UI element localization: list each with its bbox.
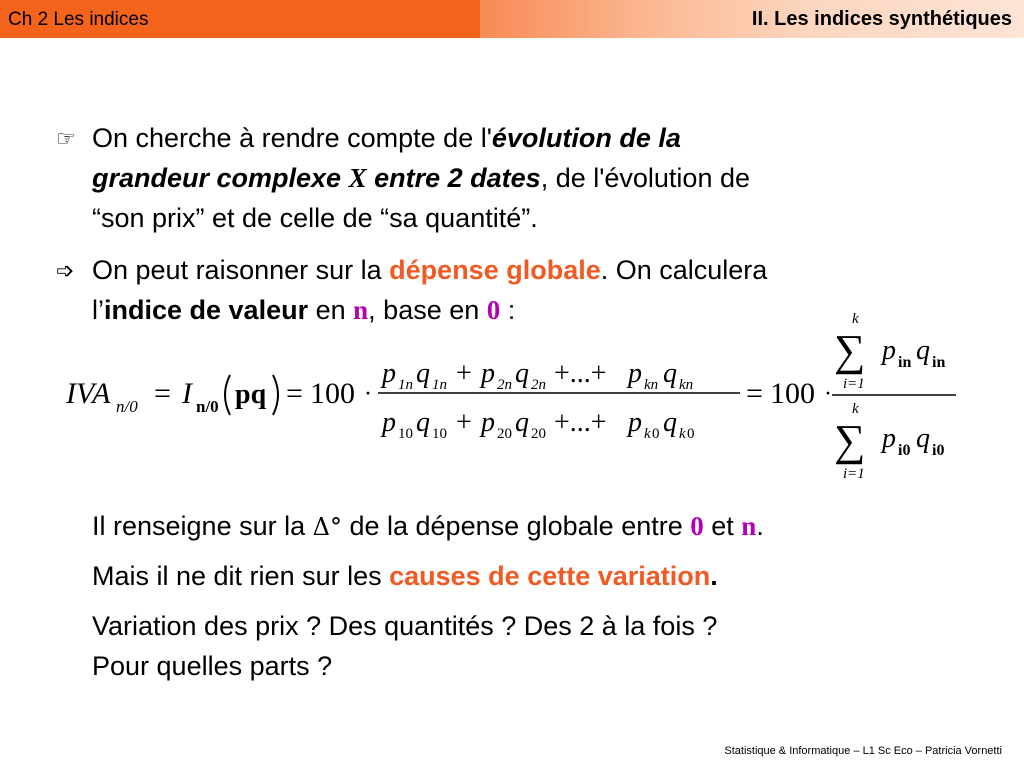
svg-text:+: + — [456, 407, 472, 438]
sum-num-upper: k — [852, 311, 859, 327]
svg-text:k: k — [644, 426, 651, 442]
formula-hundred-2: 100 — [770, 377, 815, 410]
formula-pq: pq — [235, 379, 267, 410]
sum-num-q: q — [916, 335, 930, 366]
formula-I-sub: n/0 — [196, 397, 219, 416]
section-title: II. Les indices synthétiques — [751, 8, 1012, 30]
formula-eq-2: = — [286, 377, 303, 410]
svg-text:p: p — [481, 358, 495, 389]
bullet-1-line-2: grandeur complexe X entre 2 dates, de l'évolution de — [92, 163, 750, 193]
svg-text:k: k — [679, 426, 686, 442]
svg-text:10: 10 — [398, 426, 413, 442]
svg-text:q: q — [416, 358, 430, 389]
sum-num-lower: i=1 — [843, 376, 865, 392]
bullet-1-line-1: On cherche à rendre compte de l'évolution de la — [92, 123, 681, 153]
sum-den-q: q — [916, 423, 930, 454]
bullet-1-line-3: “son prix” et de celle de “sa quantité”. — [92, 203, 538, 233]
slide-footer: Statistique & Informatique – L1 Sc Eco – Patricia Vornetti — [724, 745, 1002, 757]
svg-text:+: + — [456, 358, 472, 389]
fraction-expanded-numerator — [380, 358, 693, 393]
sum-num-p-sub: in — [898, 354, 912, 371]
fraction-expanded — [378, 358, 740, 442]
svg-text:0: 0 — [652, 426, 660, 442]
svg-text:1n: 1n — [432, 377, 447, 393]
formula-lhs-sub: n/0 — [116, 397, 138, 416]
svg-text:+...+: +...+ — [554, 358, 607, 389]
formula-dot-2: · — [824, 381, 832, 407]
formula-eq-1: = — [154, 377, 171, 410]
svg-text:1n: 1n — [398, 377, 413, 393]
svg-text:kn: kn — [679, 377, 694, 393]
svg-text:p: p — [481, 407, 495, 438]
svg-text:q: q — [663, 358, 677, 389]
svg-text:+...+: +...+ — [554, 407, 607, 438]
formula-hundred-1: 100 — [310, 377, 355, 410]
svg-text:p: p — [628, 358, 642, 389]
sum-den-lower: i=1 — [843, 466, 865, 482]
formula-eq-3: = — [746, 377, 763, 410]
pointing-hand-icon: ☞ — [56, 126, 76, 151]
svg-text:p: p — [382, 358, 396, 389]
formula-I: I — [182, 377, 192, 410]
svg-text:p: p — [382, 407, 396, 438]
header-bar — [0, 0, 1024, 38]
fraction-sum — [832, 311, 956, 482]
sum-den-p: p — [882, 423, 896, 454]
line-causes: Mais il ne dit rien sur les causes de cette variation. — [92, 561, 718, 591]
sum-den-q-sub: i0 — [932, 442, 945, 459]
formula-dot-1: · — [364, 381, 372, 407]
svg-text:20: 20 — [497, 426, 512, 442]
arrow-right-icon: ➩ — [56, 258, 75, 283]
bullet-2-line-1: On peut raisonner sur la dépense globale. On calculera — [92, 255, 768, 285]
sum-num-p: p — [882, 335, 896, 366]
svg-text:0: 0 — [687, 426, 695, 442]
bullet-2-line-2: l’indice de valeur en n, base en 0 : — [92, 295, 516, 325]
svg-text:q: q — [515, 407, 529, 438]
bullet-1-text — [92, 118, 750, 238]
value-index-formula — [60, 305, 970, 495]
chapter-title: Ch 2 Les indices — [8, 9, 149, 30]
line-variation: Variation des prix ? Des quantités ? Des 2 à la fois ? Pour quelles parts ? — [92, 611, 718, 681]
svg-text:kn: kn — [644, 377, 659, 393]
formula-right-paren — [273, 375, 278, 415]
formula-lhs: IVA — [66, 377, 111, 410]
svg-text:q: q — [515, 358, 529, 389]
svg-text:20: 20 — [531, 426, 546, 442]
line-delta: Il renseigne sur la Δ° de la dépense globale entre 0 et n. — [92, 511, 764, 541]
sum-num-sigma: ∑ — [834, 326, 866, 375]
sum-den-upper: k — [852, 401, 859, 417]
fraction-expanded-denominator — [380, 407, 695, 442]
sum-den-p-sub: i0 — [898, 442, 911, 459]
svg-text:2n: 2n — [531, 377, 546, 393]
sum-den-sigma: ∑ — [834, 416, 866, 465]
svg-text:p: p — [628, 407, 642, 438]
svg-text:q: q — [663, 407, 677, 438]
svg-text:q: q — [416, 407, 430, 438]
formula-left-paren — [225, 375, 230, 415]
sum-num-q-sub: in — [932, 354, 946, 371]
svg-text:10: 10 — [432, 426, 447, 442]
svg-text:2n: 2n — [497, 377, 512, 393]
